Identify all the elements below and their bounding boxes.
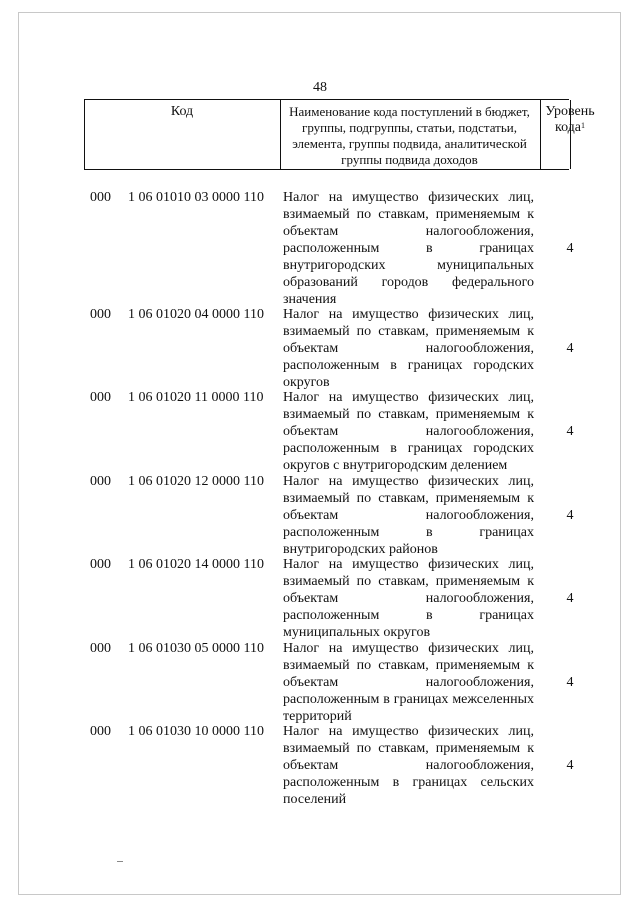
- row-prefix: 000: [90, 557, 111, 572]
- row-code: 1 06 01030 05 0000 110: [128, 641, 264, 656]
- header-name-label: Наименование кода поступлений в бюджет, группы, подгруппы, статьи, подстатьи, элемента, группы подвида, аналитической группы подвида доходов: [289, 104, 530, 167]
- row-prefix: 000: [90, 474, 111, 489]
- row-prefix: 000: [90, 390, 111, 405]
- row-level: 4: [566, 758, 574, 773]
- row-prefix: 000: [90, 641, 111, 656]
- row-prefix: 000: [90, 190, 111, 205]
- row-level: 4: [566, 675, 574, 690]
- row-level: 4: [566, 241, 574, 256]
- header-code-label: Код: [170, 104, 194, 119]
- row-prefix: 000: [90, 724, 111, 739]
- row-level: 4: [566, 424, 574, 439]
- row-name: Налог на имущество физических лиц, взимаемый по ставкам, применяемым к объектам налогообложения, расположенным в границах городских округов: [283, 307, 534, 390]
- header-level-footnote: 1: [581, 121, 586, 130]
- page-number: 48: [313, 80, 327, 95]
- header-level-text: Уровень кода: [545, 104, 595, 135]
- row-code: 1 06 01030 10 0000 110: [128, 724, 264, 739]
- row-level: 4: [566, 508, 574, 523]
- scan-mark: [117, 861, 123, 862]
- row-name: Налог на имущество физических лиц, взимаемый по ставкам, применяемым к объектам налогообложения, расположенным в границах межселенных территорий: [283, 641, 534, 724]
- row-level: 4: [566, 341, 574, 356]
- row-code: 1 06 01020 14 0000 110: [128, 557, 264, 572]
- row-level: 4: [566, 591, 574, 606]
- row-code: 1 06 01020 04 0000 110: [128, 307, 264, 322]
- row-name: Налог на имущество физических лиц, взимаемый по ставкам, применяемым к объектам налогообложения, расположенным в границах городских округов с внутригородским делением: [283, 390, 534, 473]
- row-name: Налог на имущество физических лиц, взимаемый по ставкам, применяемым к объектам налогообложения, расположенным в границах внутригородских муниципальных образований городов федерального значения: [283, 190, 534, 307]
- row-name: Налог на имущество физических лиц, взимаемый по ставкам, применяемым к объектам налогообложения, расположенным в границах внутригородских районов: [283, 474, 534, 557]
- row-name: Налог на имущество физических лиц, взимаемый по ставкам, применяемым к объектам налогообложения, расположенным в границах муниципальных округов: [283, 557, 534, 640]
- row-prefix: 000: [90, 307, 111, 322]
- row-code: 1 06 01020 12 0000 110: [128, 474, 264, 489]
- row-name: Налог на имущество физических лиц, взимаемый по ставкам, применяемым к объектам налогообложения, расположенным в границах сельских поселений: [283, 724, 534, 807]
- row-code: 1 06 01010 03 0000 110: [128, 190, 264, 205]
- row-code: 1 06 01020 11 0000 110: [128, 390, 264, 405]
